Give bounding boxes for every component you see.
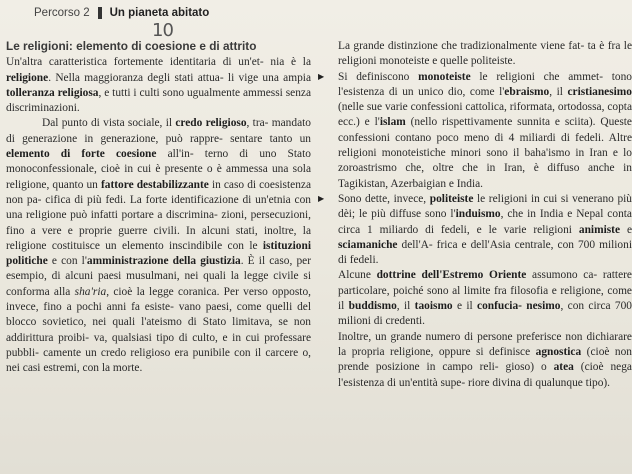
text-run: Si definiscono [338,70,419,83]
text-run: , e tutti i culti sono ugualmente ammessi senza discriminazioni. [6,86,311,115]
bold-term: agnostica [535,345,582,358]
text-run: Sono dette, invece, [338,192,430,205]
text-run: Inoltre, un grande numero di persone preferisce non dichiarare la propria religione, oppure si definisce [338,330,632,358]
text-run: Alcune [338,269,377,282]
bold-term: monoteiste [418,70,471,83]
bold-term: cristianesimo [567,85,632,98]
right-column [318,39,632,391]
text-run: e [620,223,632,236]
bullet-monotheist [318,70,632,192]
page-header [34,2,209,24]
bold-term: sciamaniche [338,238,398,251]
bold-term: induismo [455,208,501,221]
italic-term: sha'ria [74,285,107,298]
bold-term: religione [6,71,49,84]
header-marker [98,7,102,19]
bold-term: ebraismo [504,85,550,98]
text-run: , che in India e Nepal conta circa 1 miliardo di fedeli, e le varie religioni [338,208,632,236]
text-run: , con circa 700 milioni di credenti. [338,300,632,328]
text-run: (cioè nega l'esistenza di un'entità supe- riore divina di qualunque tipo). [338,361,632,389]
text-run: (nelle sue varie confessioni cattolica, riformata, ortodossa, copta ecc.) e l' [338,101,632,129]
text-run: all'in- terno di uno Stato monoconfessionale, cioè in cui è presente o è ammessa una sola religione, quanto un [6,148,311,191]
bold-term: buddismo [348,300,397,313]
bold-term: taoismo [414,300,453,313]
bullet-polytheist [318,192,632,268]
paragraph-agnostic-atheist [338,330,632,391]
bold-term: istituzioni politiche [6,239,311,268]
percorso-label: Percorso 2 [34,7,90,19]
bold-term: fattore destabilizzante [100,178,209,191]
intro-paragraph: La grande distinzione che tradizionalmente viene fat- ta è fra le religioni monoteiste e quelle politeiste. [338,40,632,68]
text-run: e con l' [47,255,87,268]
section-heading: Le religioni: elemento di coesione e di attrito [6,39,257,53]
bold-term: tolleranza religiosa [6,86,99,99]
text-run: dell'A- frica e dell'Asia centrale, con 700 milioni di fedeli. [338,238,632,267]
bold-term: credo religioso [175,117,247,130]
text-run: , il [549,85,568,98]
paragraph-2 [6,116,311,376]
paragraph-eastern-doctrines [338,268,632,329]
bold-term: islam [379,116,406,129]
text-run: Dal punto di vista sociale, il [42,117,176,130]
handwritten-note: 10 [152,20,173,41]
text-run: assumono ca- rattere particolare, poiché sono al limite fra filosofia e religione, come il [338,269,632,313]
text-run: Un'altra caratteristica fortemente identitaria di un'et- nia è la [6,56,311,69]
text-run: , cioè la legge coranica. Per verso opposto, invece, fino a pochi anni fa esiste- vano paesi, come quelli del blocco sovietico, nei quali l'ateismo di Stato limitava, se non addirittura proibi- va, qualsiasi tipo di culto, e in cui professare pubbli- camente un credo religioso era punibile con il carcere o, nei casi estremi, con la morte. [6,285,312,375]
text-run: , il [396,300,415,313]
bullet-icon: ▶ [318,193,325,203]
left-column [6,39,311,377]
text-run: , tra- mandato di generazione in generazione, può rappre- sentare tanto un [6,117,311,145]
text-run: . Nella maggioranza degli stati attua- li vige una ampia [48,71,311,84]
bold-term: elemento di forte coesione [6,148,157,161]
bold-term: confucia- nesimo [477,300,561,313]
bold-term: animiste [578,223,621,236]
bold-term: dottrine dell'Estremo Oriente [376,269,527,282]
text-run: (nello rispettivamente sunnita e sciita). Queste confessioni contano poco meno di 4 miliardi di fedeli. Altre religioni monoteistiche minori sono il baha'ismo in Iran e lo zoroastrismo che, oltre che in Iran, è diffuso anche in Tagikistan, Azerbaigian e India. [338,116,632,190]
paragraph-1 [6,55,311,116]
text-run: (cioè non prende posizione in campo reli- gioso) o [338,345,632,374]
section-heading-paragraph [6,39,311,55]
text-run: . È il caso, per esempio, di alcuni paesi musulmani, nei quali la legge civile si conforma alla [6,255,311,298]
bold-term: atea [553,361,574,374]
text-run: e il [452,300,478,313]
text-run: le religioni che ammet- tono l'esistenza di un unico dio, come l' [338,70,632,98]
chapter-title: Un pianeta abitato [109,7,210,19]
bullet-icon: ▶ [318,71,325,81]
text-run: le religioni in cui si venerano più dèi; le più diffuse sono l' [338,192,632,221]
bold-term: amministrazione della giustizia [86,255,241,268]
bold-term: politeiste [429,192,474,205]
text-run: in caso di coesistenza non pa- cifica di più fedi. La forte identificazione di un'etnia con una religione può infatti portare a discrimina- zioni, persecuzioni, fino a vere e proprie guerre civili. In alcuni stati, inoltre, la religione costituisce un elemento inscindibile con le [6,178,311,252]
